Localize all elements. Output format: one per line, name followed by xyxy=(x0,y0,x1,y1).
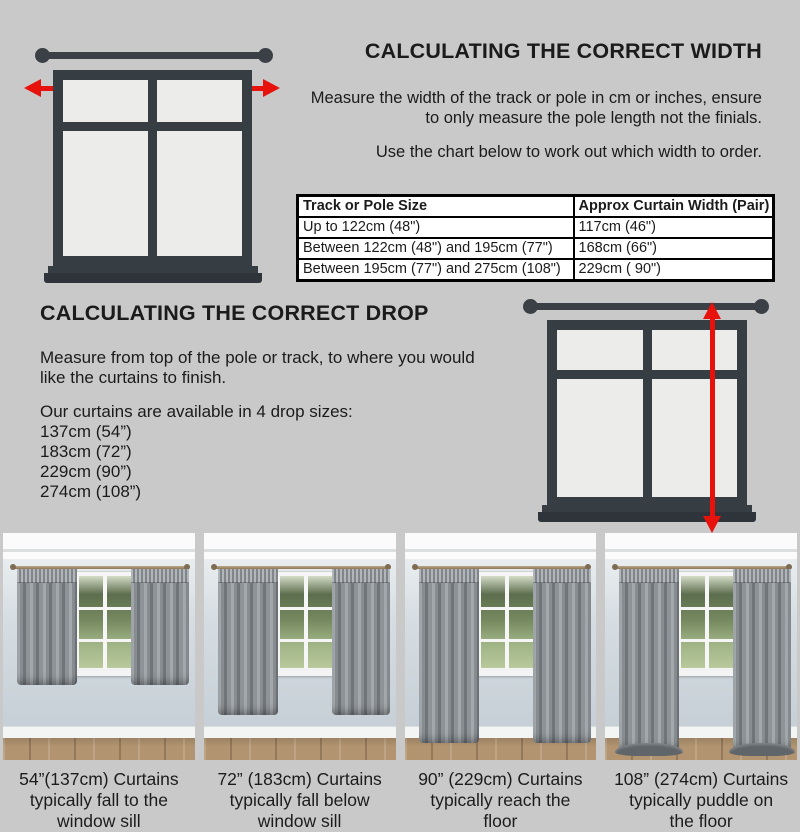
caption-line: 72” (183cm) Curtains xyxy=(217,769,382,789)
window-mullion xyxy=(280,607,332,610)
caption-line: typically puddle on xyxy=(629,790,774,810)
window-pane xyxy=(157,131,242,256)
window-mullion xyxy=(681,607,733,610)
cell-track-size: Up to 122cm (48") xyxy=(298,217,574,238)
spacer xyxy=(40,388,520,402)
drop-size-option: 274cm (108”) xyxy=(40,482,142,501)
wood-floor xyxy=(204,738,396,760)
col-header-curtain-width: Approx Curtain Width (Pair) xyxy=(574,196,774,218)
window xyxy=(677,572,737,672)
window-sill-base xyxy=(538,512,756,522)
window-pane xyxy=(557,330,643,370)
curtain-right xyxy=(131,569,189,685)
cell-curtain-width: 229cm ( 90") xyxy=(574,259,774,281)
cell-track-size: Between 122cm (48") and 195cm (77") xyxy=(298,238,574,259)
drop-example-72 xyxy=(204,533,396,832)
ceiling xyxy=(204,533,396,559)
window-pane xyxy=(652,379,738,497)
window xyxy=(276,572,336,672)
curtain-pole-icon xyxy=(43,52,265,59)
drop-section xyxy=(40,302,520,502)
width-para1-line2: to only measure the pole length not the finials. xyxy=(425,109,762,127)
curtain-pole-icon xyxy=(531,303,761,310)
curtain-left xyxy=(218,569,278,715)
drop-example-108 xyxy=(605,533,797,832)
drop-para2: Our curtains are available in 4 drop sizes: xyxy=(40,402,353,421)
table-row xyxy=(298,217,774,238)
window-mullion xyxy=(505,576,509,668)
window-sill-base xyxy=(44,273,262,283)
arrow-down-head xyxy=(703,516,721,533)
spacer xyxy=(288,128,762,142)
caption-line: typically fall below xyxy=(229,790,370,810)
table-row xyxy=(298,238,774,259)
window-mullion xyxy=(705,576,709,668)
window-pane xyxy=(557,379,643,497)
drop-section-title: CALCULATING THE CORRECT DROP xyxy=(40,301,429,325)
cell-curtain-width: 168cm (66") xyxy=(574,238,774,259)
window-mullion xyxy=(280,639,332,642)
drop-arrow-icon xyxy=(703,302,721,533)
curtain-left xyxy=(419,569,479,743)
width-section-title: CALCULATING THE CORRECT WIDTH xyxy=(364,39,762,63)
window xyxy=(477,572,537,672)
window-mullion xyxy=(79,607,131,610)
caption xyxy=(605,769,797,832)
caption xyxy=(405,769,597,832)
arrow-right-head xyxy=(263,79,280,97)
width-para2: Use the chart below to work out which width to order. xyxy=(375,143,762,161)
drop-size-option: 183cm (72”) xyxy=(40,442,132,461)
wood-floor xyxy=(3,738,195,760)
window-mullion xyxy=(681,639,733,642)
ceiling xyxy=(405,533,597,559)
window-pane xyxy=(157,80,242,122)
caption-line: floor xyxy=(483,811,518,831)
table-header-row xyxy=(298,196,774,218)
caption-line: window sill xyxy=(257,811,342,831)
caption xyxy=(3,769,195,832)
drop-para1-line2: like the curtains to finish. xyxy=(40,368,227,387)
arrow-shaft xyxy=(710,315,715,520)
window-graphic-width xyxy=(53,70,252,266)
window-sill xyxy=(270,670,342,676)
window-pane xyxy=(63,80,148,122)
caption-line: typically reach the xyxy=(430,790,571,810)
width-section xyxy=(288,40,762,162)
width-para1-line1: Measure the width of the track or pole in cm or inches, ensure xyxy=(310,89,762,107)
cell-track-size: Between 195cm (77") and 275cm (108") xyxy=(298,259,574,281)
drop-para1-line1: Measure from top of the pole or track, to where you would xyxy=(40,348,475,367)
ceiling xyxy=(3,533,195,559)
cell-curtain-width: 117cm (46") xyxy=(574,217,774,238)
drop-size-option: 137cm (54”) xyxy=(40,422,132,441)
curtain-photo-below-sill xyxy=(204,533,396,760)
caption-line: typically fall to the xyxy=(29,790,168,810)
drop-example-90 xyxy=(405,533,597,832)
window-mullion xyxy=(103,576,107,668)
caption-line: 54”(137cm) Curtains xyxy=(19,769,179,789)
window-pane xyxy=(63,131,148,256)
drop-examples-row xyxy=(3,533,797,832)
curtain-right xyxy=(733,569,791,751)
window-mullion xyxy=(304,576,308,668)
window-mullion xyxy=(481,639,533,642)
col-header-track-size: Track or Pole Size xyxy=(298,196,574,218)
curtain-left xyxy=(619,569,679,751)
caption-line: 108” (274cm) Curtains xyxy=(614,769,789,789)
curtain-right xyxy=(332,569,390,715)
window-sill xyxy=(471,670,543,676)
curtain-right xyxy=(533,569,591,743)
drop-size-option: 229cm (90”) xyxy=(40,462,132,481)
caption-line: 90” (229cm) Curtains xyxy=(418,769,583,789)
curtain-photo-puddle xyxy=(605,533,797,760)
window-pane xyxy=(652,330,738,370)
window-mullion xyxy=(79,639,131,642)
drop-example-54 xyxy=(3,533,195,832)
caption-line: window sill xyxy=(57,811,141,831)
ceiling xyxy=(605,533,797,559)
caption xyxy=(204,769,396,832)
curtain-left xyxy=(17,569,77,685)
curtain-photo-sill xyxy=(3,533,195,760)
window xyxy=(75,572,135,672)
width-chart-table xyxy=(296,194,775,282)
caption-line: the floor xyxy=(669,811,733,831)
window-mullion xyxy=(481,607,533,610)
table-row xyxy=(298,259,774,281)
curtain-photo-floor xyxy=(405,533,597,760)
